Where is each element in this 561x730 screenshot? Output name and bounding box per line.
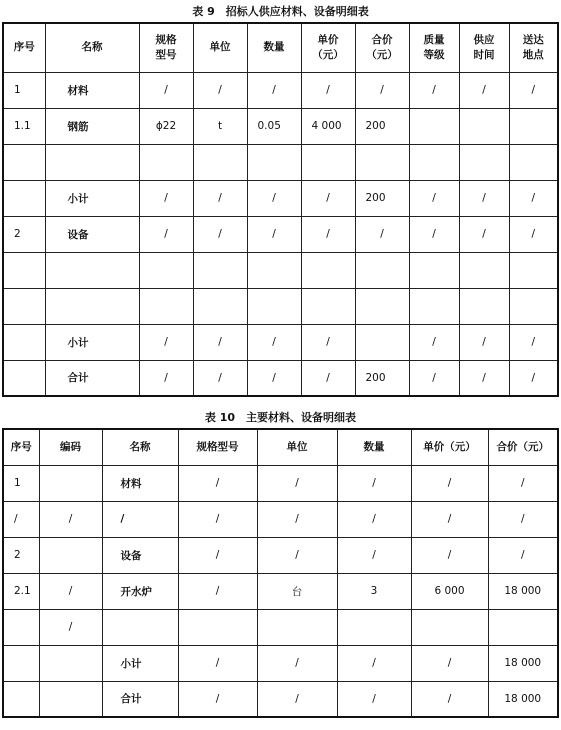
- table9-cell: /: [301, 360, 355, 396]
- table10-cell: /: [488, 465, 558, 501]
- table9-cell: ϕ22: [139, 108, 193, 144]
- table10-cell: /: [337, 501, 411, 537]
- table10-header-cell: 数量: [337, 429, 411, 465]
- table10-cell: /: [39, 573, 102, 609]
- table9-cell: [247, 252, 301, 288]
- table9-cell: 4 000: [301, 108, 355, 144]
- table10-cell: [39, 681, 102, 717]
- table9-cell: /: [355, 216, 409, 252]
- table9-cell: t: [193, 108, 247, 144]
- table9-header-cell: [409, 23, 459, 72]
- table9-cell: /: [459, 360, 509, 396]
- table9-cell: [509, 288, 558, 324]
- table10-cell: 材料: [102, 465, 178, 501]
- table9-cell: /: [459, 72, 509, 108]
- table9-header-line: 时间: [473, 48, 495, 61]
- table-row: [3, 573, 558, 609]
- table10-cell: [39, 465, 102, 501]
- table10-cell: /: [39, 609, 102, 645]
- table10-cell: 18 000: [488, 681, 558, 717]
- table9-header-cell: [509, 23, 558, 72]
- table10-cell: [178, 609, 257, 645]
- table9-cell: /: [193, 72, 247, 108]
- table10-cell: /: [257, 645, 337, 681]
- table9-cell: [355, 252, 409, 288]
- table9-header-cell: [45, 23, 139, 72]
- table9-cell: 200: [355, 108, 409, 144]
- table10-cell: /: [411, 681, 488, 717]
- table-row: [3, 72, 558, 108]
- table10-cell: /: [178, 645, 257, 681]
- table9-cell: [409, 252, 459, 288]
- table9-header-line: 供应: [473, 33, 495, 46]
- table10-cell: /: [102, 501, 178, 537]
- table9-header-line: 型号: [155, 48, 177, 61]
- table10-caption: 表 10 主要材料、设备明细表: [204, 411, 357, 424]
- table-row: [3, 645, 558, 681]
- table9-cell: [193, 144, 247, 180]
- table9-cell: /: [301, 72, 355, 108]
- table9-cell: 设备: [45, 216, 139, 252]
- table-row: [3, 180, 558, 216]
- table10-cell: /: [257, 501, 337, 537]
- table9-header-cell: [355, 23, 409, 72]
- table9-header-cell: [247, 23, 301, 72]
- table10-cell: /: [411, 465, 488, 501]
- table-row: [3, 501, 558, 537]
- table-row: [3, 609, 558, 645]
- table10-cell: /: [257, 537, 337, 573]
- table-row: [3, 252, 558, 288]
- table9-cell: [301, 288, 355, 324]
- table9-cell: [355, 144, 409, 180]
- table9-cell: /: [247, 180, 301, 216]
- table10-cell: 开水炉: [102, 573, 178, 609]
- table10-cell: 2: [3, 537, 39, 573]
- table-row: [3, 144, 558, 180]
- table-row: [3, 537, 558, 573]
- table10-cell: [39, 537, 102, 573]
- table9-cell: /: [247, 72, 301, 108]
- supply-materials-table: [2, 22, 559, 397]
- table9-cell: [139, 288, 193, 324]
- table9-header-cell: [193, 23, 247, 72]
- table9-cell: [193, 288, 247, 324]
- table9-header-cell: [301, 23, 355, 72]
- table9-cell: /: [193, 324, 247, 360]
- table9-cell: [409, 288, 459, 324]
- table9-cell: [509, 252, 558, 288]
- table10-cell: [102, 609, 178, 645]
- table10-cell: /: [3, 501, 39, 537]
- table9-header-line: 送达: [522, 33, 544, 46]
- table10-cell: [39, 645, 102, 681]
- table9-cell: /: [139, 324, 193, 360]
- table10-cell: /: [178, 681, 257, 717]
- table9-cell: [45, 288, 139, 324]
- table9-cell: [247, 288, 301, 324]
- table10-header-cell: 单位: [257, 429, 337, 465]
- table10-cell: /: [337, 465, 411, 501]
- table9-cell: /: [459, 324, 509, 360]
- table10-header-cell: 合价（元）: [488, 429, 558, 465]
- table9-header-line: 单位: [209, 41, 231, 54]
- table9-cell: [409, 108, 459, 144]
- table9-cell: [3, 144, 45, 180]
- table9-cell: /: [409, 360, 459, 396]
- table-row: [3, 108, 558, 144]
- table10-cell: /: [337, 681, 411, 717]
- table9-cell: [355, 288, 409, 324]
- table9-cell: /: [193, 180, 247, 216]
- table9-header-cell: [139, 23, 193, 72]
- table-row: [3, 681, 558, 717]
- table9-header-line: 单价: [317, 33, 339, 46]
- table9-cell: 2: [3, 216, 45, 252]
- table9-cell: [459, 144, 509, 180]
- table9-cell: [459, 108, 509, 144]
- table9-cell: 小计: [45, 324, 139, 360]
- table9-cell: /: [247, 216, 301, 252]
- table10-cell: 台: [257, 573, 337, 609]
- table9-cell: [247, 144, 301, 180]
- table10-cell: /: [178, 465, 257, 501]
- table-row: [3, 324, 558, 360]
- table10-cell: 3: [337, 573, 411, 609]
- table-row: [3, 216, 558, 252]
- table9-cell: 200: [355, 180, 409, 216]
- table10-cell: [411, 609, 488, 645]
- table9-cell: [301, 144, 355, 180]
- table9-cell: /: [301, 216, 355, 252]
- table9-cell: [301, 252, 355, 288]
- table9-cell: /: [409, 324, 459, 360]
- table10-cell: 18 000: [488, 645, 558, 681]
- table10-cell: [488, 609, 558, 645]
- table9-header-cell: [3, 23, 45, 72]
- table9-cell: 1.1: [3, 108, 45, 144]
- table9-cell: 0.05: [247, 108, 301, 144]
- table9-cell: /: [509, 324, 558, 360]
- table9-cell: [139, 252, 193, 288]
- table10-cell: /: [411, 645, 488, 681]
- table9-cell: [3, 360, 45, 396]
- table9-cell: [355, 324, 409, 360]
- table9-header-line: （元）: [312, 48, 344, 61]
- table-row: [3, 465, 558, 501]
- table9-cell: /: [301, 324, 355, 360]
- table10-cell: /: [178, 573, 257, 609]
- table9-cell: /: [193, 216, 247, 252]
- table9-header-line: 合价: [371, 33, 393, 46]
- table9-header-line: 地点: [522, 48, 544, 61]
- table10-cell: /: [411, 501, 488, 537]
- table10-cell: [3, 645, 39, 681]
- table9-cell: /: [509, 180, 558, 216]
- table9-cell: /: [139, 360, 193, 396]
- table10-header-cell: 序号: [3, 429, 39, 465]
- table9-header-line: 序号: [13, 41, 35, 54]
- table9-cell: /: [247, 360, 301, 396]
- table9-cell: [139, 144, 193, 180]
- table10-cell: 2.1: [3, 573, 39, 609]
- table9-cell: [45, 144, 139, 180]
- table9-cell: /: [139, 72, 193, 108]
- table-row: [3, 288, 558, 324]
- table9-cell: [3, 288, 45, 324]
- table10-cell: /: [411, 537, 488, 573]
- table9-cell: /: [509, 72, 558, 108]
- table9-caption: 表 9 招标人供应材料、设备明细表: [192, 5, 369, 18]
- table10-cell: [257, 609, 337, 645]
- table9-cell: [509, 108, 558, 144]
- table10-cell: /: [257, 681, 337, 717]
- table9-cell: 200: [355, 360, 409, 396]
- table9-cell: [45, 252, 139, 288]
- table10-cell: 设备: [102, 537, 178, 573]
- table9-cell: /: [193, 360, 247, 396]
- table9-cell: 钢筋: [45, 108, 139, 144]
- table9-header-cell: [459, 23, 509, 72]
- table10-cell: [337, 609, 411, 645]
- main-materials-table: [2, 428, 559, 718]
- table10-cell: 18 000: [488, 573, 558, 609]
- table10-header-cell: 名称: [102, 429, 178, 465]
- table9-cell: [3, 324, 45, 360]
- table9-cell: /: [301, 180, 355, 216]
- table9-cell: [509, 144, 558, 180]
- table9-cell: /: [355, 72, 409, 108]
- table9-cell: [409, 144, 459, 180]
- table10-cell: /: [178, 501, 257, 537]
- table9-cell: 材料: [45, 72, 139, 108]
- table9-cell: /: [459, 180, 509, 216]
- table10-cell: /: [178, 537, 257, 573]
- table10-cell: 合计: [102, 681, 178, 717]
- table9-cell: 小计: [45, 180, 139, 216]
- table9-header-line: 名称: [81, 41, 103, 54]
- table10-header-cell: 规格型号: [178, 429, 257, 465]
- table9-cell: /: [409, 72, 459, 108]
- table9-cell: /: [509, 360, 558, 396]
- table9-cell: 合计: [45, 360, 139, 396]
- table9-cell: /: [459, 216, 509, 252]
- table9-cell: /: [247, 324, 301, 360]
- table-row: [3, 360, 558, 396]
- table9-cell: /: [409, 216, 459, 252]
- table10-cell: [3, 609, 39, 645]
- table9-cell: /: [509, 216, 558, 252]
- table9-header-line: （元）: [366, 48, 398, 61]
- table9-header-line: 规格: [155, 33, 177, 46]
- table10-cell: /: [337, 645, 411, 681]
- table10-cell: /: [337, 537, 411, 573]
- table10-cell: /: [39, 501, 102, 537]
- table9-cell: /: [139, 216, 193, 252]
- table10-cell: [3, 681, 39, 717]
- table9-cell: [193, 252, 247, 288]
- table9-header-line: 质量: [423, 33, 445, 46]
- table9-cell: /: [139, 180, 193, 216]
- table9-cell: [3, 252, 45, 288]
- table10-cell: 小计: [102, 645, 178, 681]
- table9-cell: 1: [3, 72, 45, 108]
- table9-cell: [459, 252, 509, 288]
- table10-cell: /: [488, 501, 558, 537]
- table10-cell: 6 000: [411, 573, 488, 609]
- table10-cell: 1: [3, 465, 39, 501]
- table10-cell: /: [257, 465, 337, 501]
- table9-cell: /: [409, 180, 459, 216]
- table9-cell: [3, 180, 45, 216]
- table10-cell: /: [488, 537, 558, 573]
- table9-header-line: 等级: [423, 48, 445, 61]
- table10-header-cell: 编码: [39, 429, 102, 465]
- table10-header-cell: 单价（元）: [411, 429, 488, 465]
- table9-header-line: 数量: [263, 41, 285, 54]
- table9-cell: [459, 288, 509, 324]
